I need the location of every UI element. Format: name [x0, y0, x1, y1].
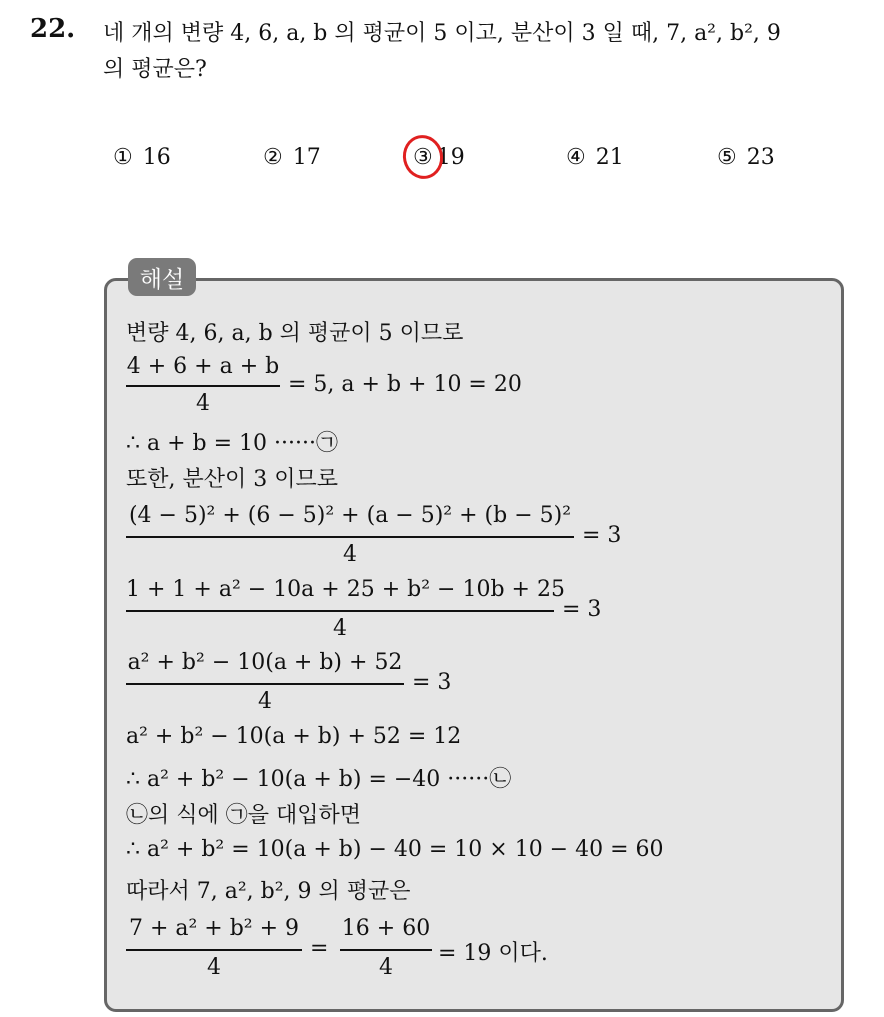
fraction-final-bar	[126, 949, 302, 951]
fraction-expanded-numerator: 1 + 1 + a² − 10a + 25 + b² − 10b + 25	[126, 577, 565, 602]
fraction-simplified-denominator: 4	[258, 689, 272, 714]
fraction-mean-bar	[126, 385, 280, 387]
choice-1-mark: ①	[113, 145, 133, 170]
fraction-simplified-rhs: = 3	[412, 670, 452, 695]
fraction-variance-numerator: (4 − 5)² + (6 − 5)² + (a − 5)² + (b − 5)²	[128, 503, 572, 528]
fraction-mean-rhs: = 5, a + b + 10 = 20	[288, 372, 522, 397]
question-number: 22.	[30, 14, 76, 44]
choice-2[interactable]	[263, 145, 321, 170]
choice-5-mark: ⑤	[717, 145, 737, 170]
fraction-variance-rhs: = 3	[582, 523, 622, 548]
solution-line-1: 변량 4, 6, a, b 의 평균이 5 이므로	[126, 321, 464, 346]
fraction-final-numerator-2: 16 + 60	[341, 916, 431, 941]
choice-4-mark: ④	[566, 145, 586, 170]
fraction-final-bar-2	[340, 949, 432, 951]
solution-line-2: ∴ a + b = 10 ······㉠	[126, 431, 338, 456]
fraction-mean-denominator: 4	[196, 391, 210, 416]
choice-1-value: 16	[142, 145, 171, 170]
choice-2-mark: ②	[263, 145, 283, 170]
fraction-expanded-denominator: 4	[333, 616, 347, 641]
solution-line-5: ∴ a² + b² − 10(a + b) = −40 ······㉡	[126, 767, 512, 792]
question-text-line2: 의 평균은?	[103, 57, 207, 82]
fraction-final-rhs: = 19 이다.	[438, 941, 548, 966]
fraction-simplified-numerator: a² + b² − 10(a + b) + 52	[127, 650, 403, 675]
fraction-simplified-bar	[126, 683, 404, 685]
solution-line-6: ㉡의 식에 ㉠을 대입하면	[126, 803, 361, 828]
question-text-line1: 네 개의 변량 4, 6, a, b 의 평균이 5 이고, 분산이 3 일 때, 7, a², b², 9	[103, 21, 781, 46]
solution-line-4: a² + b² − 10(a + b) + 52 = 12	[126, 724, 462, 749]
fraction-variance-bar	[126, 536, 574, 538]
fraction-expanded-rhs: = 3	[562, 597, 602, 622]
choice-1[interactable]	[113, 145, 171, 170]
solution-line-8: 따라서 7, a², b², 9 의 평균은	[126, 879, 411, 904]
fraction-final-numerator: 7 + a² + b² + 9	[128, 916, 300, 941]
fraction-final-denominator-2: 4	[379, 955, 393, 980]
fraction-mean-numerator: 4 + 6 + a + b	[126, 354, 280, 379]
solution-line-7: ∴ a² + b² = 10(a + b) − 40 = 10 × 10 − 40 = 60	[126, 837, 664, 862]
choice-4[interactable]	[566, 145, 624, 170]
fraction-variance-denominator: 4	[343, 542, 357, 567]
choice-2-value: 17	[292, 145, 321, 170]
selected-answer-circle	[399, 131, 447, 182]
fraction-expanded-bar	[126, 610, 554, 612]
choice-5-value: 23	[746, 145, 775, 170]
choice-3-mark: ③	[413, 145, 433, 170]
solution-line-3: 또한, 분산이 3 이므로	[126, 467, 338, 492]
solution-tab: 해설	[128, 258, 196, 296]
fraction-final-denominator: 4	[207, 955, 221, 980]
choice-4-value: 21	[595, 145, 624, 170]
choice-3-value: 19	[436, 145, 465, 170]
choice-5[interactable]	[717, 145, 775, 170]
fraction-final-equals: =	[310, 936, 329, 961]
